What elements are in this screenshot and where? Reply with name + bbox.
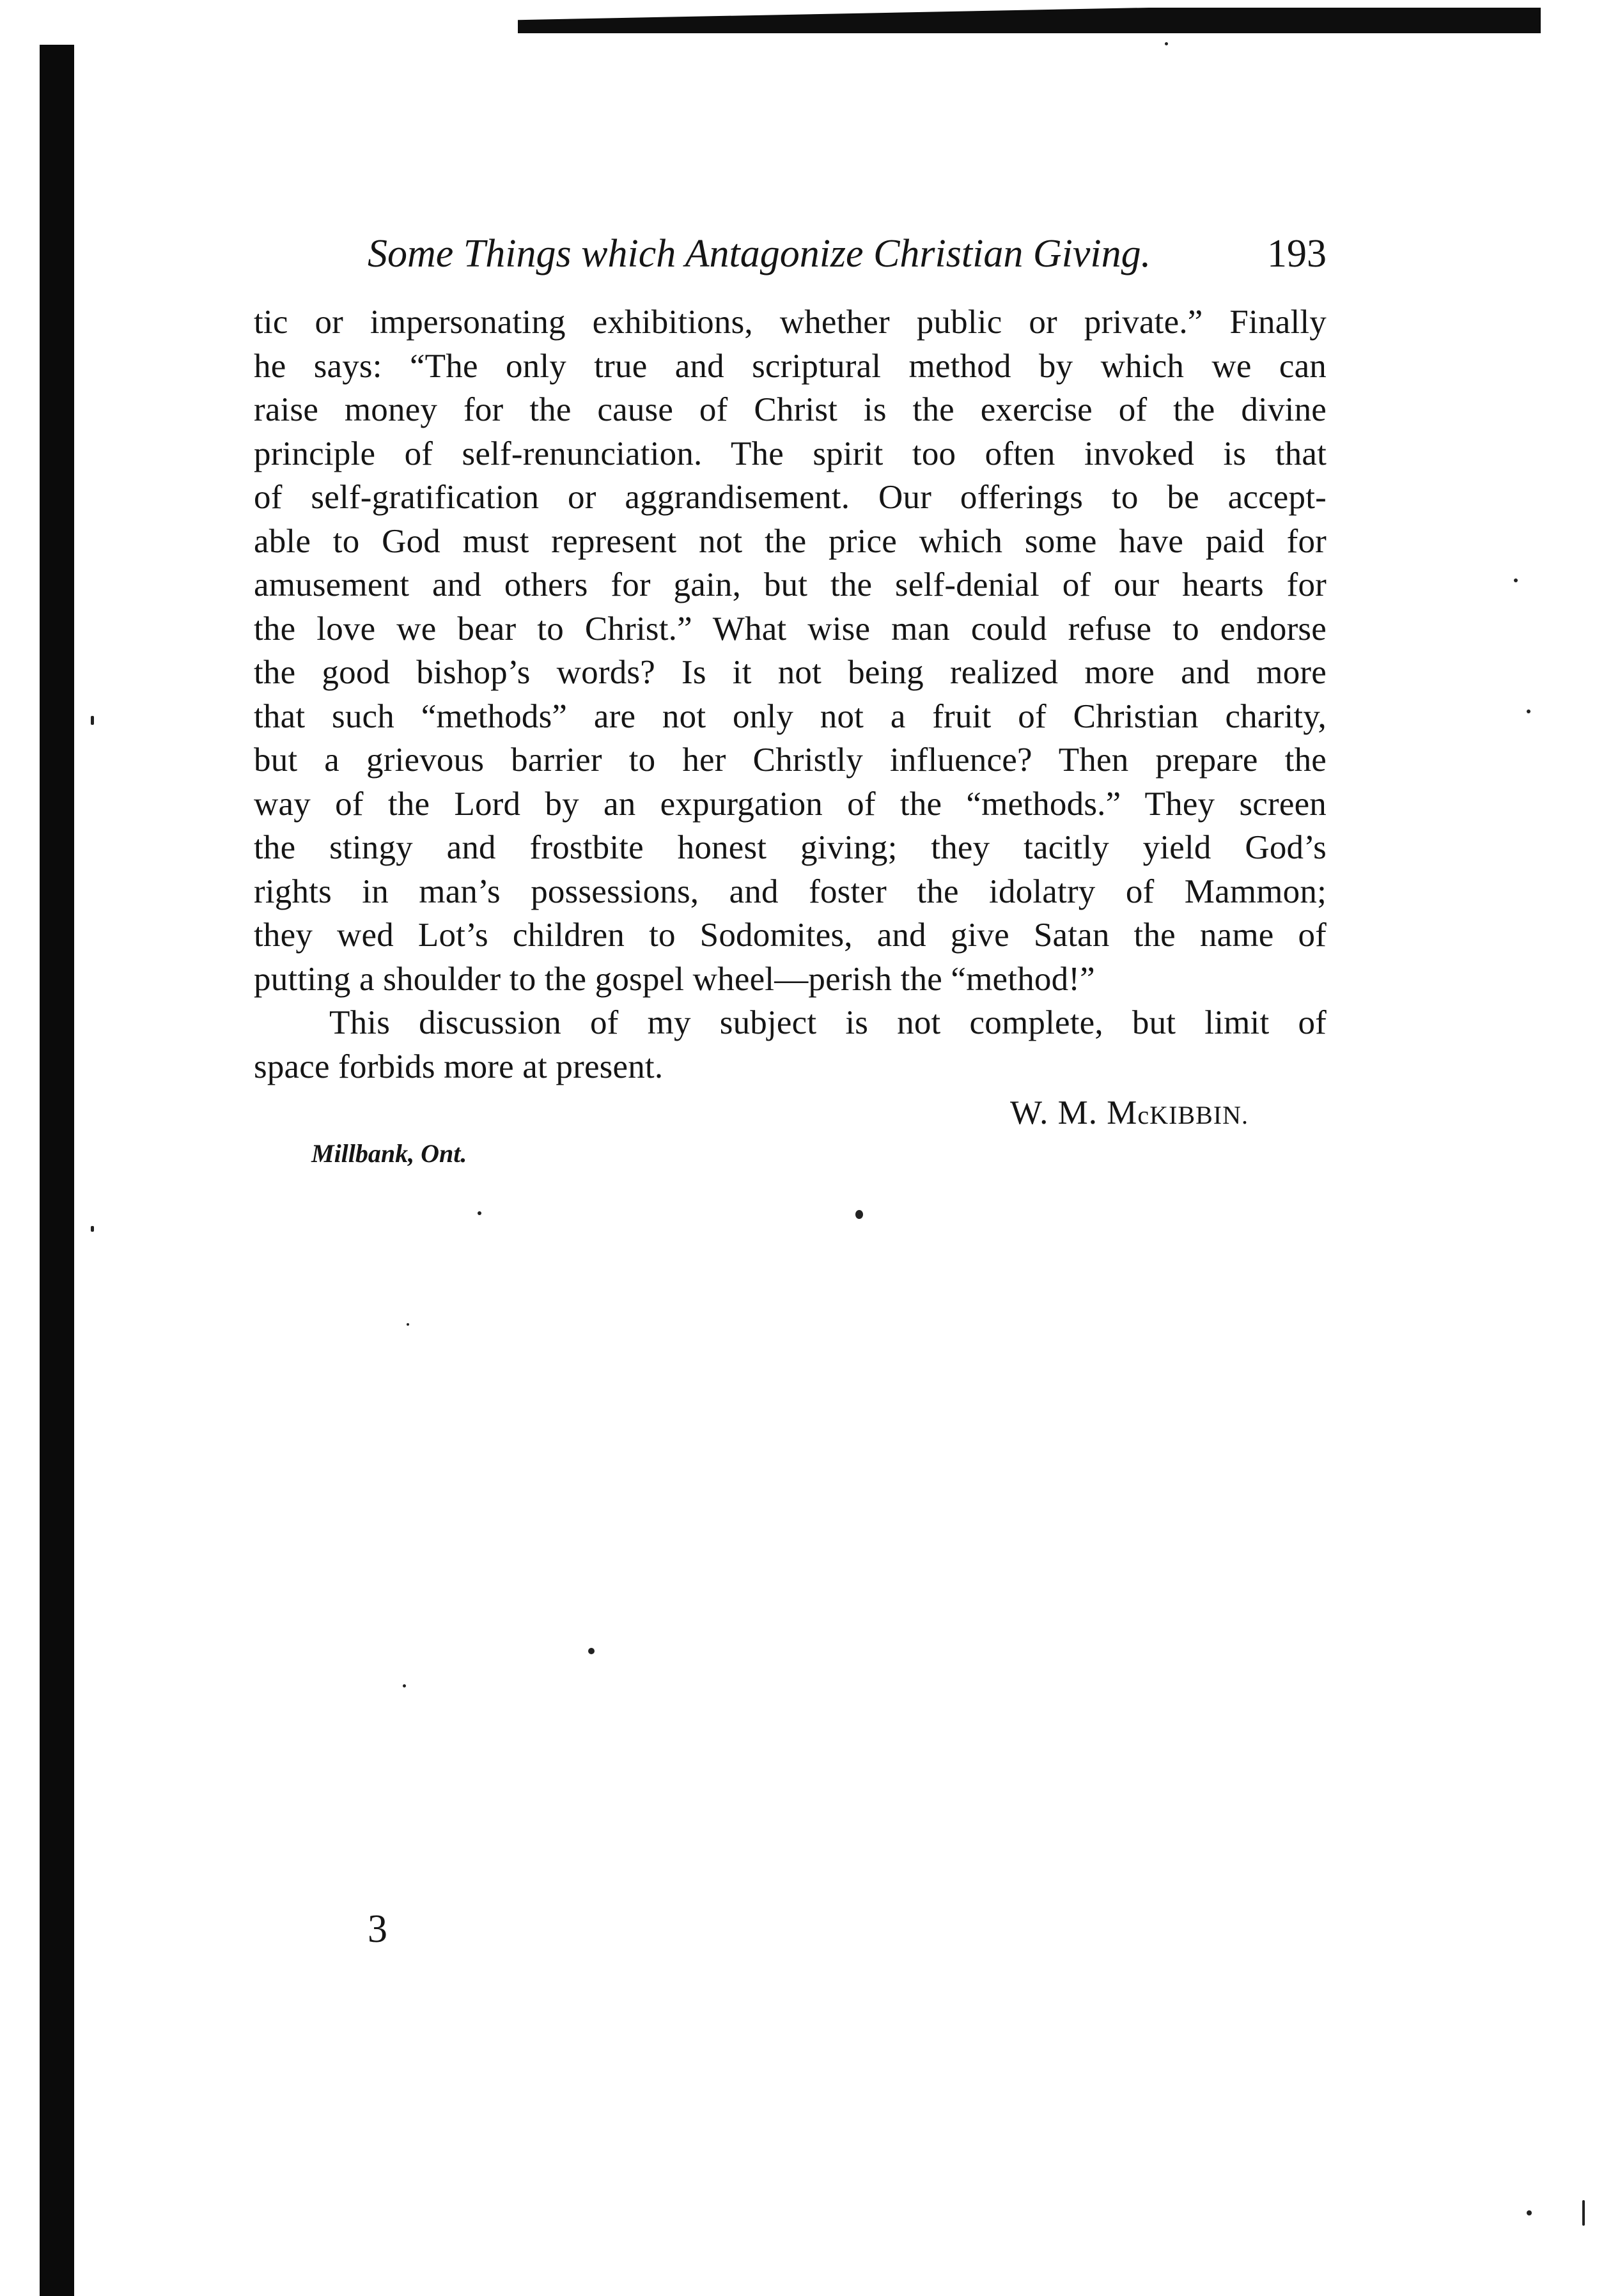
text-line: but a grievous barrier to her Christly influence? Then prepare the: [254, 741, 1327, 779]
text-line: raise money for the cause of Christ is the exercise of the divine: [254, 391, 1327, 428]
text-line: the love we bear to Christ.” What wise man could refuse to endorse: [254, 610, 1327, 648]
text-line: tic or impersonating exhibitions, whether public or private.” Finally: [254, 304, 1327, 341]
place-line: Millbank, Ont.: [311, 1139, 467, 1168]
signature-surname: cKIBBIN.: [1137, 1101, 1249, 1129]
page-number: 193: [1267, 232, 1327, 275]
text-line: the stingy and frostbite honest giving; they tacitly yield God’s: [254, 829, 1327, 866]
text-line: rights in man’s possessions, and foster the idolatry of Mammon;: [254, 873, 1327, 910]
scan-speck: [91, 1226, 94, 1232]
text-line: This discussion of my subject is not complete, but limit of: [329, 1004, 1327, 1041]
running-head: [368, 225, 1327, 283]
text-line: amusement and others for gain, but the self-denial of our hearts for: [254, 566, 1327, 603]
scan-speck: [588, 1648, 595, 1654]
text-line: able to God must represent not the price which some have paid for: [254, 522, 1327, 560]
signature-mark: 3: [368, 1907, 387, 1951]
text-line: he says: “The only true and scriptural method by which we can: [254, 347, 1327, 385]
scan-speck: [855, 1210, 863, 1219]
text-line: of self-gratification or aggrandisement. Our offerings to be accept-: [254, 479, 1327, 516]
scan-binding-shadow: [40, 45, 74, 2296]
scan-speck: [403, 1684, 406, 1687]
text-line: principle of self-renunciation. The spirit too often invoked is that: [254, 435, 1327, 472]
scan-speck: [1514, 578, 1518, 582]
text-line: space forbids more at present.: [254, 1048, 664, 1085]
scan-speck: [1165, 42, 1168, 45]
text-line: that such “methods” are not only not a fruit of Christian charity,: [254, 697, 1327, 735]
scan-speck: [1527, 2210, 1532, 2215]
body-text: [254, 300, 1327, 1089]
text-line: they wed Lot’s children to Sodomites, and give Satan the name of: [254, 917, 1327, 954]
scan-speck: [1582, 2200, 1585, 2226]
text-line: way of the Lord by an expurgation of the “methods.” They screen: [254, 785, 1327, 823]
signature-initials: W. M. M: [1010, 1094, 1138, 1131]
text-line: putting a shoulder to the gospel wheel—perish the “method!”: [254, 960, 1095, 998]
scan-speck: [91, 716, 94, 725]
scan-speck: [407, 1323, 409, 1326]
scan-speck: [1527, 710, 1530, 713]
author-signature: [1010, 1090, 1249, 1138]
running-head-title: Some Things which Antagonize Christian Giving.: [368, 232, 1151, 275]
scan-speck: [478, 1211, 481, 1215]
scan-top-rule: [518, 0, 1541, 33]
text-line: the good bishop’s words? Is it not being realized more and more: [254, 654, 1327, 691]
